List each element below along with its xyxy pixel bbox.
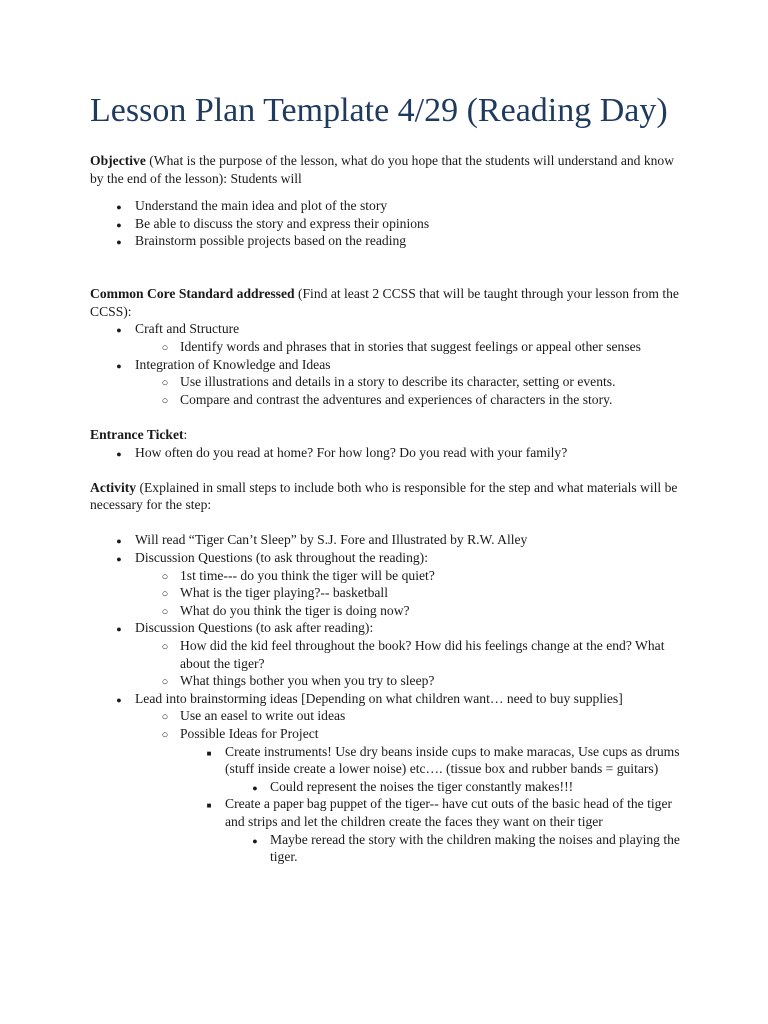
- list-item: ○ What things bother you when you try to sleep?: [90, 672, 690, 690]
- objective-paragraph: [90, 152, 690, 187]
- entrance-list: [90, 444, 690, 462]
- list-item: ○ Use illustrations and details in a story to describe its character, setting or events.: [90, 373, 690, 391]
- bullet-icon: [112, 444, 126, 464]
- objective-label: Objective: [90, 153, 146, 168]
- ccss-list: [90, 320, 690, 408]
- activity-label: Activity: [90, 479, 137, 495]
- ccss-paragraph: [90, 285, 690, 320]
- list-item: ○ Compare and contrast the adventures and experiences of characters in the story.: [90, 391, 690, 409]
- page-title: Lesson Plan Template 4/29 (Reading Day): [90, 92, 668, 129]
- objective-list: [90, 197, 690, 250]
- list-item: ○ Possible Ideas for Project: [90, 725, 690, 743]
- list-item: ● Understand the main idea and plot of the story: [90, 197, 690, 215]
- bullet-icon: [112, 232, 126, 252]
- bullet-icon: [248, 831, 262, 851]
- document-body: [90, 152, 690, 866]
- objective-text: (What is the purpose of the lesson, what do you hope that the students will understand and know by the end of the lesson): Students will: [90, 153, 675, 186]
- list-item: ■ Create a paper bag puppet of the tiger-- have cut outs of the basic head of the tiger and strips and let the children create the faces they want on their tiger: [90, 795, 690, 830]
- list-item: ● Craft and Structure: [90, 320, 690, 338]
- list-item: ○ Identify words and phrases that in stories that suggest feelings or appeal other senses: [90, 338, 690, 356]
- list-item: ● Integration of Knowledge and Ideas: [90, 356, 690, 374]
- ccss-text: (Find at least 2 CCSS that will be taught through your lesson from the CCSS):: [90, 286, 679, 319]
- activity-text: (Explained in small steps to include both who is responsible for the step and what materials will be necessary for the step:: [90, 479, 678, 513]
- list-item: ● Will read “Tiger Can’t Sleep” by S.J. Fore and Illustrated by R.W. Alley: [90, 531, 690, 549]
- list-item: ● Discussion Questions (to ask throughout the reading):: [90, 549, 690, 567]
- activity-paragraph: [90, 479, 690, 514]
- list-item: ● Maybe reread the story with the children making the noises and playing the tiger.: [90, 831, 690, 866]
- ccss-label: Common Core Standard addressed: [90, 286, 295, 302]
- square-bullet-icon: [202, 795, 216, 815]
- entrance-label: Entrance Ticket: [90, 426, 184, 442]
- circle-bullet-icon: [158, 637, 172, 657]
- list-item: ● Brainstorm possible projects based on the reading: [90, 232, 690, 250]
- list-item: ● Lead into brainstorming ideas [Depending on what children want… need to buy supplies]: [90, 690, 690, 708]
- activity-list: [90, 531, 690, 865]
- list-item: ● Be able to discuss the story and express their opinions: [90, 215, 690, 233]
- list-item: ○ What is the tiger playing?-- basketball: [90, 584, 690, 602]
- list-item: ● How often do you read at home? For how long? Do you read with your family?: [90, 444, 690, 462]
- list-item: ○ What do you think the tiger is doing now?: [90, 602, 690, 620]
- square-bullet-icon: [202, 743, 216, 763]
- list-item: ● Could represent the noises the tiger constantly makes!!!: [90, 778, 690, 796]
- list-item: ■ Create instruments! Use dry beans inside cups to make maracas, Use cups as drums (stuff inside create a lower noise) etc…. (tissue box and rubber bands = guitars): [90, 743, 690, 778]
- list-item: ○ Use an easel to write out ideas: [90, 707, 690, 725]
- entrance-paragraph: Entrance Ticket:: [90, 426, 188, 442]
- circle-bullet-icon: [158, 391, 172, 411]
- list-item: ○ 1st time--- do you think the tiger will be quiet?: [90, 567, 690, 585]
- list-item: ○ How did the kid feel throughout the book? How did his feelings change at the end? What about the tiger?: [90, 637, 690, 672]
- list-item: ● Discussion Questions (to ask after reading):: [90, 619, 690, 637]
